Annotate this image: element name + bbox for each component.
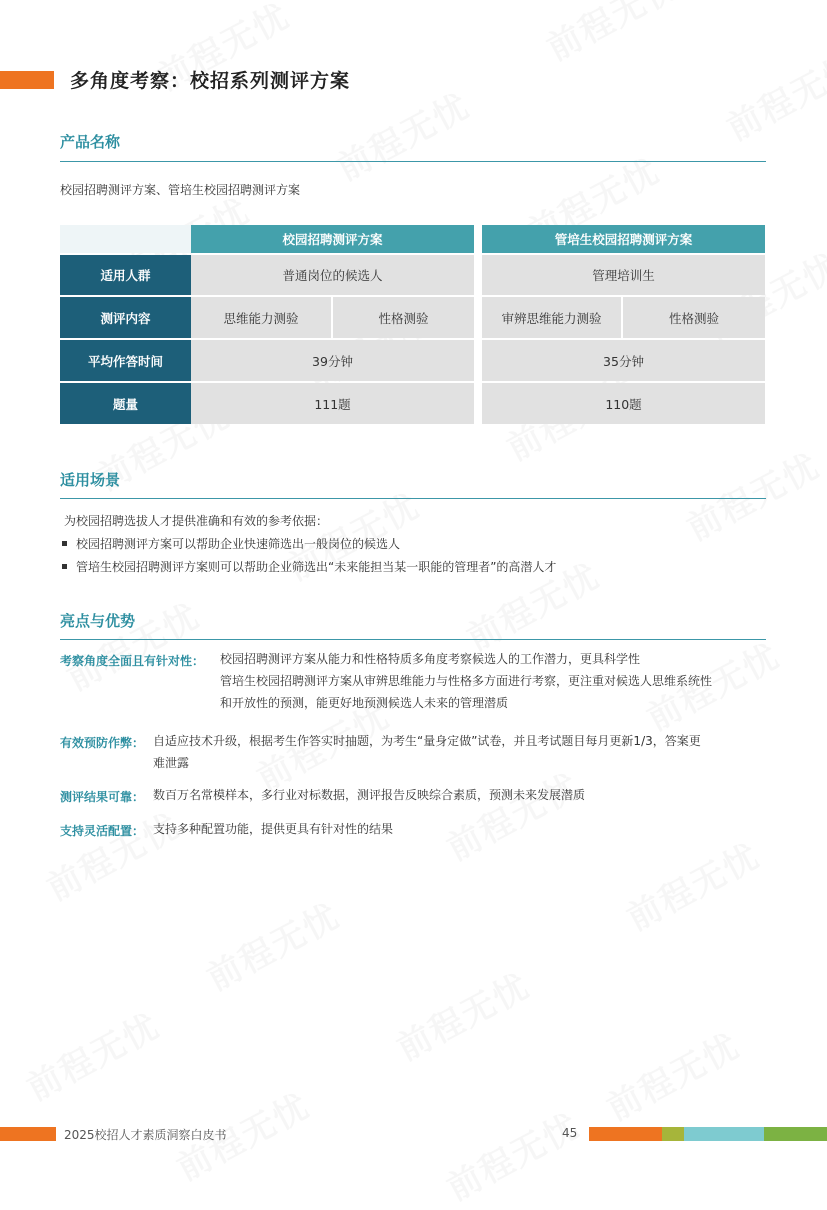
advantage-text: 自适应技术升级，根据考生作答实时抽题，为考生“量身定做”试卷，并且考试题目每月更新1/3，答案更 难泄露: [153, 734, 701, 770]
advantage-label: 测评结果可靠：: [60, 790, 145, 804]
advantage-label: 考察角度全面且有针对性：: [60, 654, 205, 668]
bullet-icon: [62, 541, 67, 546]
watermark-text: [437, 1099, 587, 1210]
footer-stripe-cyan: [684, 1127, 764, 1141]
table-cell: 性格测验: [623, 297, 765, 338]
table-cell: 111题: [191, 383, 474, 424]
advantage-label: 支持灵活配置：: [60, 824, 145, 838]
row-label: 平均作答时间: [60, 340, 191, 381]
watermark-text: [387, 959, 537, 1070]
table-cell: 39分钟: [191, 340, 474, 381]
advantage-text: 支持多种配置功能，提供更具有针对性的结果: [153, 822, 394, 836]
table-row: [60, 383, 765, 424]
footer-stripe-orange: [589, 1127, 662, 1141]
watermark-text: [597, 1019, 747, 1130]
footer-stripe-green: [764, 1127, 827, 1141]
watermark-text: [57, 589, 207, 700]
watermark-text: [537, 0, 687, 70]
table-cell: 审辨思维能力测验: [482, 297, 623, 338]
section-heading-scenarios: 适用场景: [60, 471, 121, 489]
advantage-label: 有效预防作弊：: [60, 736, 145, 750]
footer-accent-bar: [0, 1127, 56, 1141]
scenarios-lead: 为校园招聘选拔人才提供准确和有效的参考依据：: [64, 514, 329, 528]
list-item: 校园招聘测评方案可以帮助企业快速筛选出一般岗位的候选人: [62, 535, 400, 552]
table-corner: [60, 225, 191, 253]
product-intro: 校园招聘测评方案、管培生校园招聘测评方案: [60, 183, 301, 197]
advantage-text: 校园招聘测评方案从能力和性格特质多角度考察候选人的工作潜力，更具科学性 管培生校园招聘测评方案从审辨思维能力与性格多方面进行考察，更注重对候选人思维系统性 和开放性的预测，能更好地预测候选人未来的管理潜质: [220, 652, 713, 710]
table-row: [60, 340, 765, 381]
footer-stripe-olive: [662, 1127, 684, 1141]
table-header-col1: 校园招聘测评方案: [191, 225, 474, 253]
table-cell: 110题: [482, 383, 765, 424]
watermark-text: [197, 889, 347, 1000]
section-divider: [60, 498, 766, 499]
section-divider: [60, 639, 766, 640]
list-item: 管培生校园招聘测评方案则可以帮助企业筛选出“未来能担当某一职能的管理者”的高潜人才: [62, 558, 556, 575]
row-label: 测评内容: [60, 297, 191, 338]
watermark-text: [17, 999, 167, 1110]
page-number: 45: [562, 1126, 578, 1140]
watermark-text: [37, 799, 187, 910]
section-heading-advantages: 亮点与优势: [60, 612, 136, 630]
table-cell: 性格测验: [333, 297, 474, 338]
watermark-text: [677, 439, 827, 550]
table-cell: 管理培训生: [482, 255, 765, 295]
bullet-icon: [62, 564, 67, 569]
table-cell: 思维能力测验: [191, 297, 333, 338]
advantage-text: 数百万名常模样本，多行业对标数据，测评报告反映综合素质，预测未来发展潜质: [153, 788, 586, 802]
page-title: 多角度考察：校招系列测评方案: [70, 70, 351, 92]
watermark-text: [437, 759, 587, 870]
spec-table: [60, 225, 765, 424]
section-heading-product: 产品名称: [60, 133, 121, 151]
footer-title: 2025校招人才素质洞察白皮书: [64, 1128, 227, 1142]
watermark-text: [327, 79, 477, 190]
section-divider: [60, 161, 766, 162]
watermark-text: [617, 829, 767, 940]
row-label: 题量: [60, 383, 191, 424]
table-cell: 普通岗位的候选人: [191, 255, 474, 295]
row-label: 适用人群: [60, 255, 191, 295]
title-accent-bar: [0, 71, 54, 89]
table-header-row: [60, 225, 765, 253]
table-row: [60, 255, 765, 295]
table-row: [60, 297, 765, 338]
table-cell: 35分钟: [482, 340, 765, 381]
watermark-text: [717, 39, 827, 150]
table-header-col2: 管培生校园招聘测评方案: [482, 225, 765, 253]
